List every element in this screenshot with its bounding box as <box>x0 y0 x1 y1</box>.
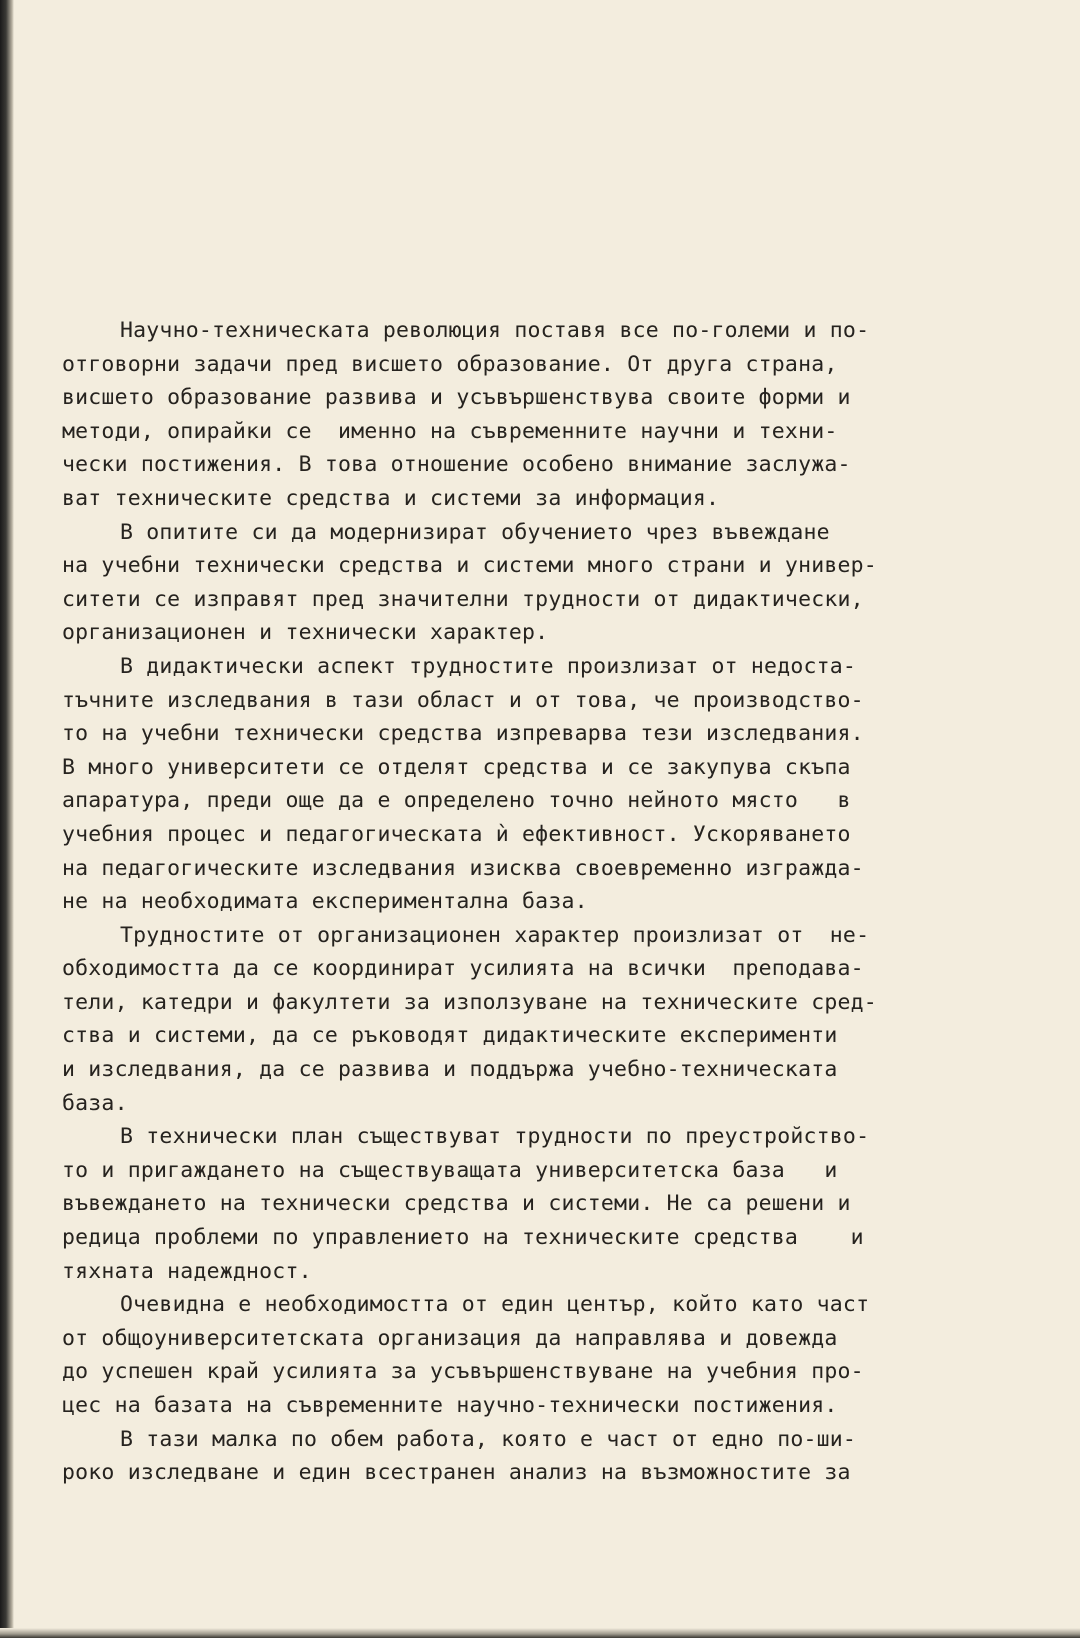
text-line: В тази малка по обем работа, която е част от едно по-ши- <box>120 1426 857 1452</box>
text-line: тъчните изследвания в тази област и от това, че производство- <box>62 687 864 713</box>
page-binding-edge <box>0 0 14 1638</box>
paragraph-5 <box>62 1120 1022 1288</box>
paragraph-6 <box>62 1288 1022 1422</box>
text-line: обходимостта да се координират усилията на всички преподава- <box>62 956 864 982</box>
text-line: Научно-техническата революция поставя все по-големи и по- <box>120 318 870 343</box>
text-line: тяхната надеждност. <box>62 1258 312 1284</box>
text-line: то и пригаждането на съществуващата университетска база и <box>62 1157 838 1183</box>
page-bottom-edge <box>0 1628 1080 1638</box>
text-line: висшето образование развива и усъвършенствува своите форми и <box>62 385 851 411</box>
text-line: до успешен край усилията за усъвършенствуване на учебния про- <box>62 1359 864 1385</box>
paragraph-1 <box>62 314 1022 516</box>
paragraph-3 <box>62 650 1022 919</box>
text-line: то на учебни технически средства изпреварва тези изследвания. <box>62 721 864 747</box>
text-line: въвеждането на технически средства и системи. Не са решени и <box>62 1191 851 1217</box>
text-line: ства и системи, да се ръководят дидактическите експерименти <box>62 1023 838 1049</box>
text-line: методи, опирайки се именно на съвременните научни и техни- <box>62 418 838 444</box>
text-line: редица проблеми по управлението на техническите средства и <box>62 1225 864 1251</box>
text-line: база. <box>62 1090 128 1116</box>
text-line: В технически план съществуват трудности по преустройство- <box>120 1124 870 1150</box>
text-line: В много университети се отделят средства и се закупува скъпа <box>62 754 851 780</box>
text-line: В опитите си да модернизират обучението чрез въвеждане <box>120 519 830 545</box>
paragraph-4 <box>62 919 1022 1121</box>
text-line: роко изследване и един всестранен анализ на възможностите за <box>62 1460 851 1486</box>
text-line: от общоуниверситетската организация да направлява и довежда <box>62 1325 838 1351</box>
text-line: и изследвания, да се развива и поддържа учебно-техническата <box>62 1057 838 1083</box>
text-line: чески постижения. В това отношение особено внимание заслужа- <box>62 452 851 478</box>
text-line: Очевидна е необходимостта от един център, който като част <box>120 1292 870 1318</box>
text-line: организационен и технически характер. <box>62 620 549 646</box>
paragraph-7 <box>62 1423 1022 1490</box>
text-line: ситети се изправят пред значителни трудности от дидактически, <box>62 586 864 612</box>
text-line: тели, катедри и факултети за използуване на техническите сред- <box>62 989 877 1015</box>
text-line: учебния процес и педагогическата ѝ ефективност. Ускоряването <box>62 821 851 847</box>
text-line: не на необходимата експериментална база. <box>62 889 588 915</box>
text-line: на учебни технически средства и системи много страни и универ- <box>62 553 877 579</box>
paragraph-2 <box>62 516 1022 650</box>
text-line: цес на базата на съвременните научно-технически постижения. <box>62 1393 838 1418</box>
text-line: апаратура, преди още да е определено точно нейното място в <box>62 788 851 814</box>
text-line: ват техническите средства и системи за информация. <box>62 485 720 511</box>
text-line: Трудностите от организационен характер произлизат от не- <box>120 922 870 948</box>
text-line: отговорни задачи пред висшето образование. От друга страна, <box>62 351 838 377</box>
text-line: В дидактически аспект трудностите произлизат от недоста- <box>120 653 857 679</box>
body-text <box>62 314 1022 1490</box>
text-line: на педагогическите изследвания изисква своевременно изгражда- <box>62 855 864 881</box>
